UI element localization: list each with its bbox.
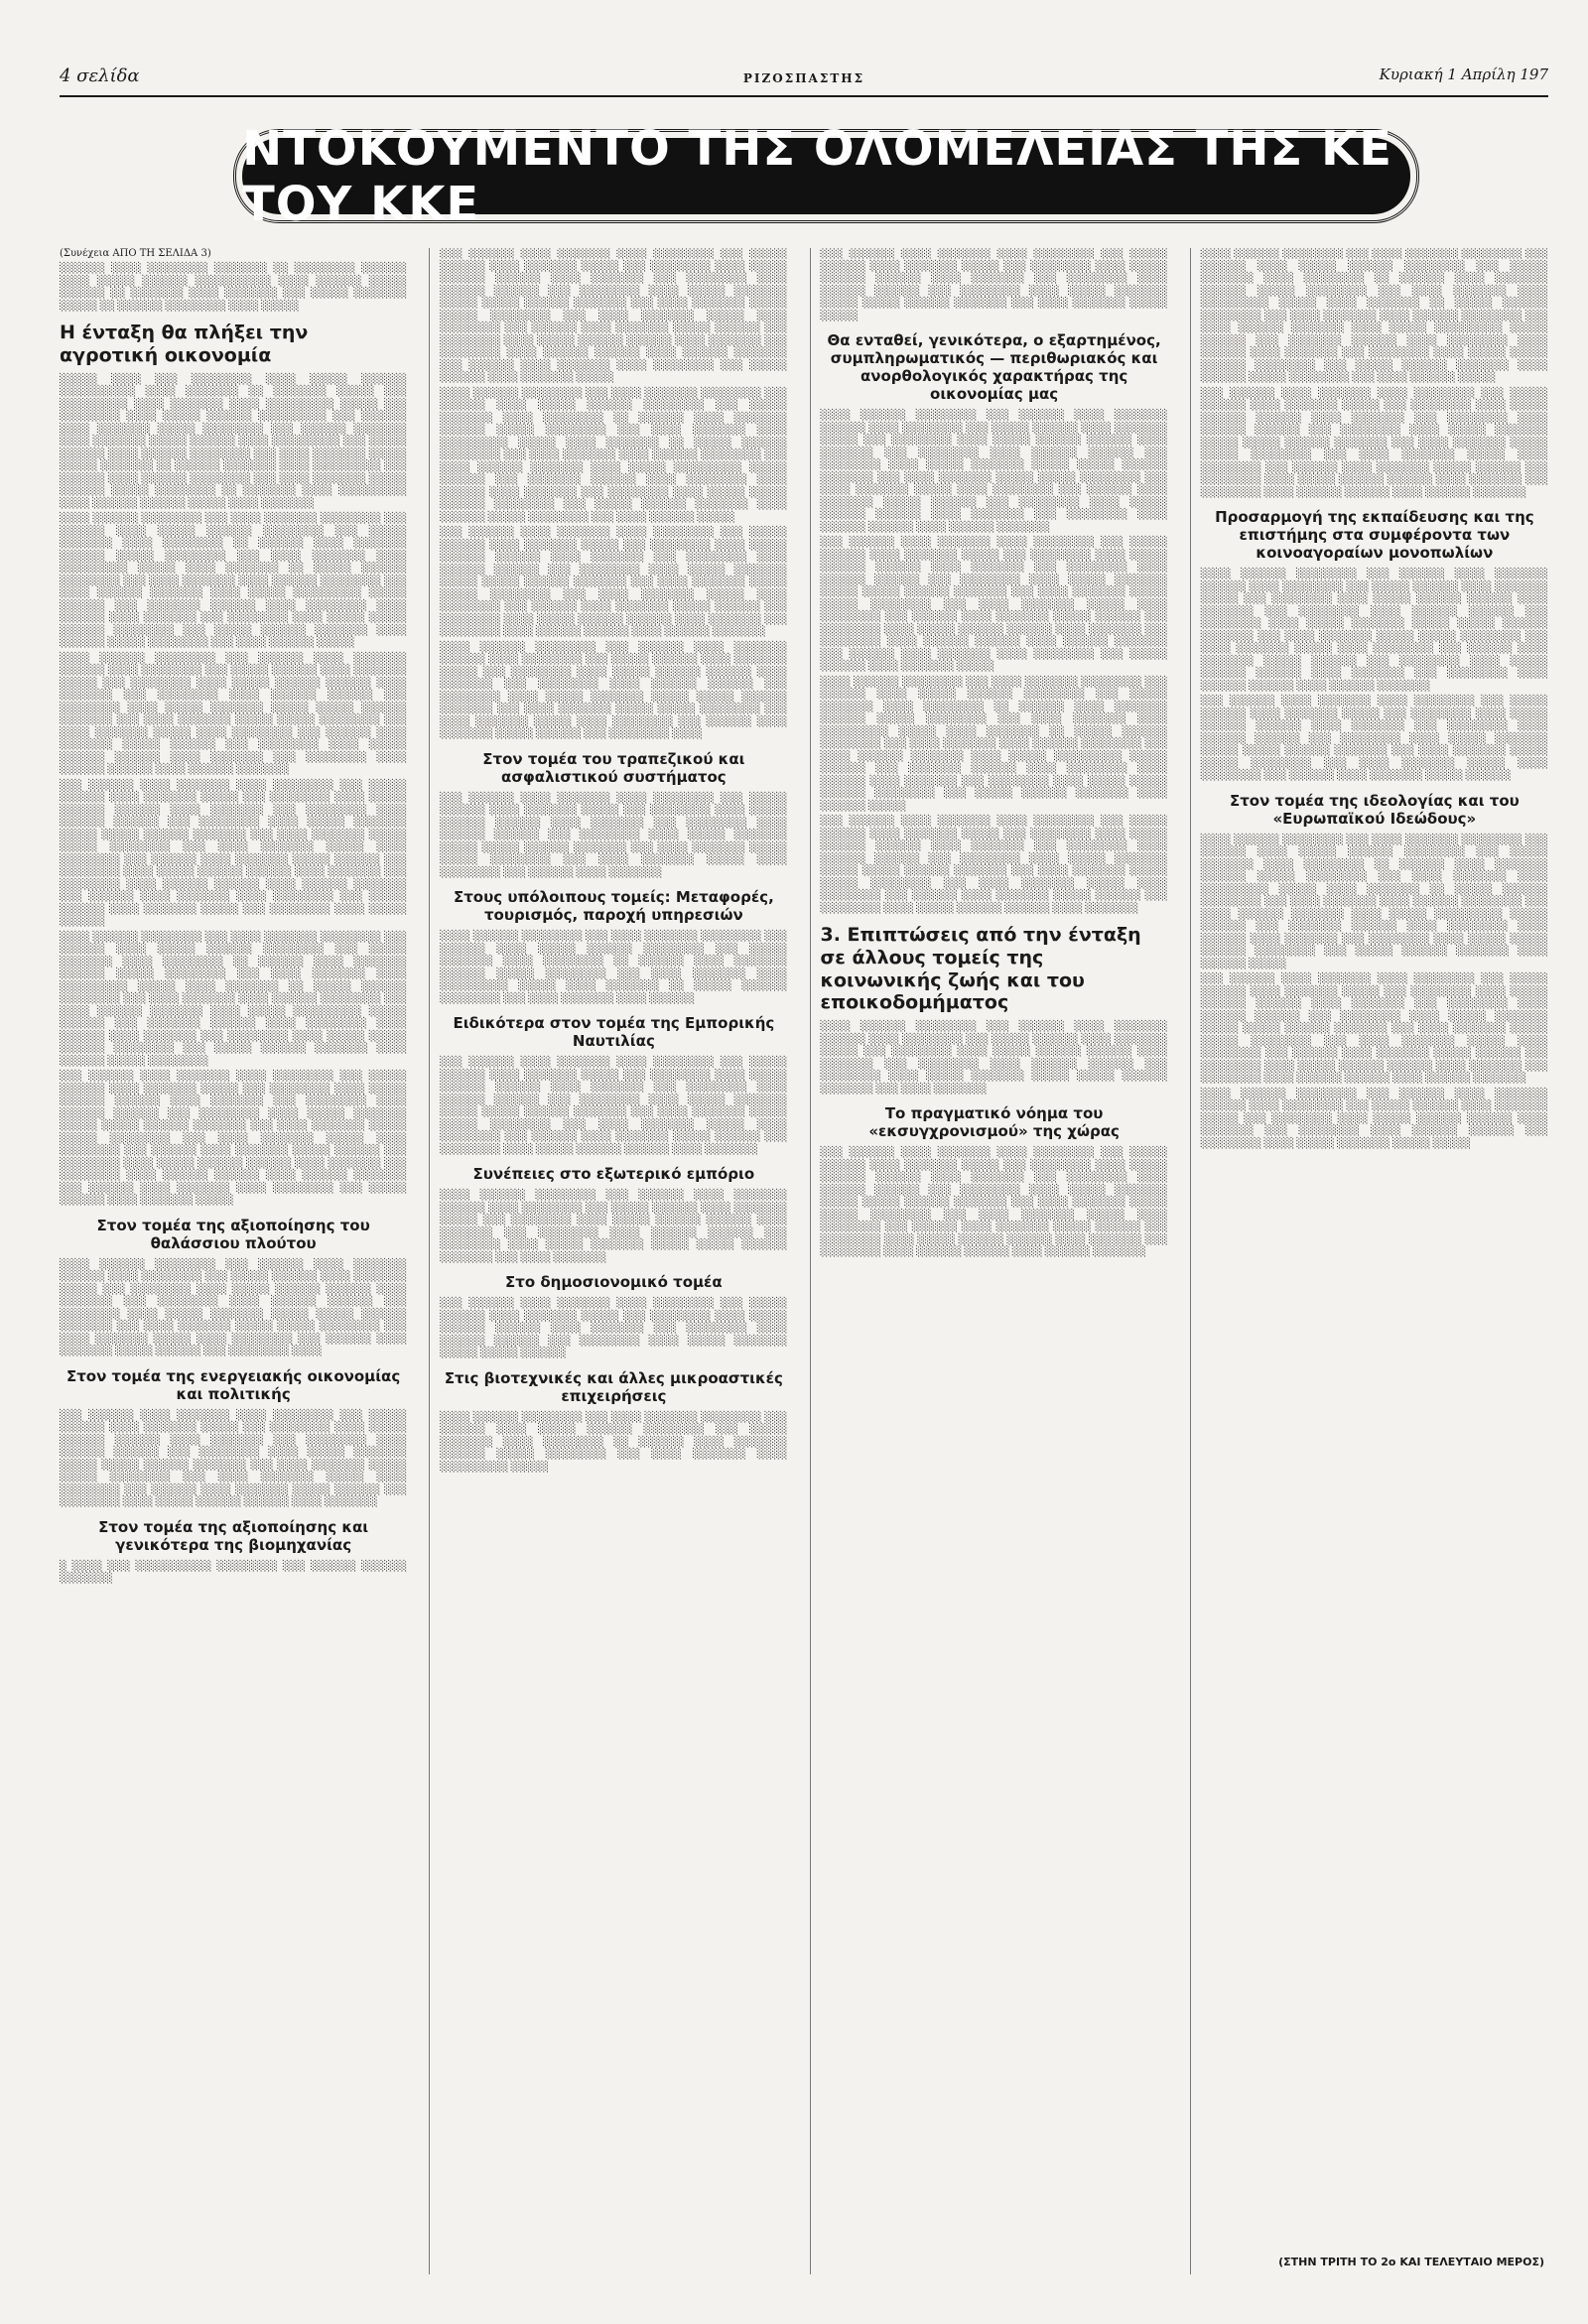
text-block: ░░░░ ░░░░░░ ░░░░░░░░ ░░░ ░░░░░░ ░░░░ ░░░░░░░ ░░░░░░ ░░░░ ░░░░░░░░ ░░░ ░░░░░ ░░░░░░ ░░░░ ░░░░░░░ ░░░░░ ░░░ ░░░░░░░░ ░░░░ ░░░░░ ░░░░░░ ░░░░░░ ░░░░ ░░░░░░░ ░░░ ░░░░░░░░ ░░░░ ░░░░░░ ░░░░░░ ░░░ ░░░░░░░░ ░░░░ ░░░░░ ░░░░░░░ ░░░░░ ░░░░░ ░░░░░░ ░░░░░░░ ░░░ ░░░░ ░░░░░░░ ░░░░░ ░░░░░ ░░░░░░░░ ░░░ ░░░░ ░░░░░░░ ░░░░░ ░░░░ ░░░░░░░░ ░░░ ░░░░░░ ░░░░ ░░░░░░░ ░░░░░ ░░░░░░ ░░░ ░░░░░░░░ ░░░░: [440, 641, 788, 739]
article-columns: [60, 248, 1548, 2274]
section-heading: Στον τομέα του τραπεζικού και ασφαλιστικού συστήματος: [482, 749, 745, 786]
headline-banner: [233, 120, 1419, 232]
text-block: ░░░░░░ ░░░░ ░░░░░░░░ ░░░░░░░ ░░ ░░░░░░░░ ░░░░░░ ░░░░ ░░░░░ ░░░░░░ ░░░░░░░░░░ ░░░░ ░░░░░░ ░░░░░ ░░░░░░ ░░ ░░░░░░░ ░░░░ ░░░░░░░ ░░░ ░░░░░ ░░░░░░░ ░░░░░ ░░ ░░░░░░ ░░░░░░░░ ░░░░ ░░░░░: [60, 263, 408, 312]
text-block: ░░░ ░░░░░░ ░░░░ ░░░░░░░ ░░░░ ░░░░░░░░ ░░░ ░░░░░ ░░░░░░ ░░░░ ░░░░░░░ ░░░░░ ░░░ ░░░░░░░░ ░░░░ ░░░░░ ░░░░░░ ░░░░░░ ░░░░ ░░░░░░░ ░░░ ░░░░░░░░ ░░░░ ░░░░░░ ░░░░░░ ░░░ ░░░░░░░░ ░░░░ ░░░░░ ░░░░░░░ ░░░░░ ░░░░░ ░░░░░░ ░░░░░░░ ░░░ ░░░░ ░░░░░░░ ░░░░░ ░░░░░ ░░░░░░░░ ░░░ ░░░░ ░░░░░░░ ░░░░░ ░░░░ ░░░░░░░░ ░░░ ░░░░░░ ░░░░ ░░░░░░░ ░░░░░ ░░░░░░ ░░░ ░░░░░░░░ ░░░░ ░░░░░ ░░░░░░ ░░░░░░ ░░░░ ░░░░░░░ ░░░ ░░░░░░░░ ░░░░ ░░░░░░ ░░░░░░ ░░░░ ░░░░░░ ░░░░░░░ ░░░ ░░░░░░ ░░░░ ░░░░░░░ ░░░░ ░░░░░░░░ ░░░ ░░░░░ ░░░░░░ ░░░░ ░░░░░░░ ░░░░░: [820, 537, 1168, 672]
text-block: ░░░ ░░░░░░ ░░░░ ░░░░░░░ ░░░░ ░░░░░░░░ ░░░ ░░░░░ ░░░░░░ ░░░░ ░░░░░░░ ░░░░░ ░░░ ░░░░░░░░ ░░░░ ░░░░░ ░░░░░░ ░░░░░░ ░░░░ ░░░░░░░ ░░░ ░░░░░░░░ ░░░░ ░░░░░░ ░░░░░░ ░░░ ░░░░░░░░ ░░░░ ░░░░░ ░░░░░░░ ░░░░░ ░░░░░ ░░░░░░ ░░░░░░░ ░░░ ░░░░ ░░░░░░░ ░░░░░ ░░░░░ ░░░░░░░░ ░░░ ░░░░ ░░░░░░░ ░░░░░ ░░░░ ░░░░░░░░ ░░░ ░░░░░░ ░░░░ ░░░░░░░ ░░░░░ ░░░░░░ ░░░ ░░░░░░░░ ░░░░ ░░░░░ ░░░░░░ ░░░░░░ ░░░░ ░░░░░░░ ░░░ ░░░░░░░░ ░░░░ ░░░░░░ ░░░░░░ ░░░░ ░░░░░░ ░░░░░░░: [1200, 387, 1548, 498]
text-block: ░░░░ ░░░░░░ ░░░░░░░░ ░░░ ░░░░░░ ░░░░ ░░░░░░░ ░░░░░░ ░░░░ ░░░░░░░░ ░░░ ░░░░░ ░░░░░░ ░░░░ ░░░░░░░ ░░░░░ ░░░ ░░░░░░░░ ░░░░ ░░░░░ ░░░░░░ ░░░░░░ ░░░░ ░░░░░░░ ░░░ ░░░░░░░░ ░░░░ ░░░░░░ ░░░░░░ ░░░ ░░░░░░░░ ░░░░ ░░░░░ ░░░░░░░ ░░░░░ ░░░░░ ░░░░░░ ░░░░░░░ ░░░ ░░░░ ░░░░░░░ ░░░░░ ░░░░░ ░░░░░░░░ ░░░ ░░░░ ░░░░░░░ ░░░░░ ░░░░ ░░░░░░░░ ░░░ ░░░░░░ ░░░░ ░░░░░░░ ░░░░░ ░░░░░░ ░░░ ░░░░░░░░ ░░░░: [60, 1258, 408, 1357]
text-block: ░░░ ░░░░░░ ░░░░ ░░░░░░░ ░░░░ ░░░░░░░░ ░░░ ░░░░░ ░░░░░░ ░░░░ ░░░░░░░ ░░░░░ ░░░ ░░░░░░░░ ░░░░ ░░░░░ ░░░░░░ ░░░░░░ ░░░░ ░░░░░░░ ░░░ ░░░░░░░░ ░░░░ ░░░░░░ ░░░░░░ ░░░ ░░░░░░░░ ░░░░ ░░░░░ ░░░░░░░ ░░░░░ ░░░░░ ░░░░░░ ░░░░░░░ ░░░ ░░░░ ░░░░░░░ ░░░░░ ░░░░░ ░░░░░░░░ ░░░ ░░░░ ░░░░░░░ ░░░░░ ░░░░ ░░░░░░░░ ░░░ ░░░░░░ ░░░░ ░░░░░░░ ░░░░░ ░░░░░░ ░░░ ░░░░░░░░ ░░░░ ░░░░░ ░░░░░░ ░░░░░░ ░░░░ ░░░░░░░ ░░░ ░░░░░░░░ ░░░░ ░░░░░░ ░░░░░░ ░░░░ ░░░░░░ ░░░░░░░ ░░░ ░░░░░░ ░░░░ ░░░░░░░ ░░░░ ░░░░░░░░ ░░░ ░░░░░ ░░░░░░ ░░░░ ░░░░░░░ ░░░░░: [60, 1071, 408, 1207]
text-block: ░░░░ ░░░░░░ ░░░░░░░░ ░░░ ░░░░ ░░░░░░░ ░░░░░░░░ ░░░ ░░░░░░ ░░░░ ░░░░░ ░░░░░░ ░░░░░░░░ ░░░ ░░░░░ ░░░░░░░ ░░░░ ░░░░░░░░ ░░ ░░░░░░ ░░░░ ░░░░░░░ ░░░░░░ ░░░░░ ░░░░░░░░ ░░░ ░░░░ ░░░░░░░ ░░░░ ░░░░░░░░░ ░░░░░: [440, 1411, 788, 1473]
newspaper-name: ΡΙΖΟΣΠΑΣΤΗΣ: [742, 71, 865, 85]
text-block: ░░░░ ░░░░░░ ░░░░░░░░ ░░░ ░░░░░░ ░░░░ ░░░░░░░ ░░░░░░ ░░░░ ░░░░░░░░ ░░░ ░░░░░ ░░░░░░ ░░░░ ░░░░░░░ ░░░░░ ░░░ ░░░░░░░░ ░░░░ ░░░░░ ░░░░░░ ░░░░░░ ░░░░ ░░░░░░░ ░░░ ░░░░░░░░ ░░░░ ░░░░░░ ░░░░░░ ░░░ ░░░░░░░░ ░░░░ ░░░░░ ░░░░░░░ ░░░░░ ░░░░░ ░░░░░░ ░░░░░░░ ░░░ ░░░░ ░░░░░░░: [440, 1190, 788, 1263]
text-block: ░░░░ ░░░░░░ ░░░░░░░░ ░░░ ░░░░░░ ░░░░ ░░░░░░░ ░░░░░░ ░░░░ ░░░░░░░░ ░░░ ░░░░░ ░░░░░░ ░░░░ ░░░░░░░ ░░░░░ ░░░ ░░░░░░░░ ░░░░ ░░░░░ ░░░░░░ ░░░░░░ ░░░░ ░░░░░░░ ░░░ ░░░░░░░░ ░░░░ ░░░░░░ ░░░░░░ ░░░ ░░░░░░░░ ░░░░ ░░░░░ ░░░░░░░ ░░░░░ ░░░░░ ░░░░░░ ░░░░░░░ ░░░ ░░░░ ░░░░░░░ ░░░░░ ░░░░░ ░░░░░░░░ ░░░ ░░░░ ░░░░░░░ ░░░░░ ░░░░ ░░░░░░░░ ░░░ ░░░░░░ ░░░░ ░░░░░░░ ░░░░░ ░░░░░░ ░░░ ░░░░░░░░ ░░░░ ░░░░░ ░░░░░░ ░░░░░░ ░░░░ ░░░░░░░ ░░░ ░░░░░░░░ ░░░░ ░░░░░░ ░░░░░░ ░░░░ ░░░░░░ ░░░░░░░: [60, 652, 408, 776]
column-1: [60, 248, 407, 2274]
text-block: ░░░░ ░░░░░░ ░░░░░░░░ ░░░ ░░░░ ░░░░░░░ ░░░░░░░░ ░░░ ░░░░░░ ░░░░ ░░░░░ ░░░░░░ ░░░░░░░░ ░░░ ░░░░░ ░░░░░░░ ░░░░ ░░░░░░░░ ░░ ░░░░░░ ░░░░ ░░░░░░░ ░░░░░░ ░░░░░ ░░░░░░░░ ░░░ ░░░░ ░░░░░░░ ░░░░ ░░░░░░░░░ ░░░░░ ░░░░ ░░░░░░░ ░░ ░░░░░ ░░░░░░ ░░░░░░░░ ░░░ ░░░░ ░░░░░░░ ░░░░ ░░░░░░: [440, 931, 788, 1004]
text-block: ░░░░ ░░░░░░ ░░░░░░░░ ░░░ ░░░░ ░░░░░░░ ░░░░░░░░ ░░░ ░░░░░░ ░░░░ ░░░░░ ░░░░░░ ░░░░░░░░ ░░░ ░░░░░ ░░░░░░░ ░░░░ ░░░░░░░░ ░░ ░░░░░░ ░░░░ ░░░░░░░ ░░░░░░ ░░░░░ ░░░░░░░░ ░░░ ░░░░ ░░░░░░░ ░░░░ ░░░░░░░░░ ░░░░░ ░░░░ ░░░░░░░ ░░ ░░░░░ ░░░░░░ ░░░░░░░░ ░░░ ░░░░ ░░░░░░░ ░░░░ ░░░░░░ ░░░░░░░░ ░░░ ░░░░ ░░░░░░ ░░░░░░░ ░░░░ ░░░░░ ░░░░░░░░░ ░░░░░ ░░░░░░ ░░░ ░░░░░░░ ░░░░░░ ░░░░ ░░░░░░░░ ░░░░ ░░░░░░ ░░░░ ░░░░░░░ ░░░ ░░░░░░░░ ░░░░ ░░░░░ ░░░░░ ░░░░░░ ░░░░░░░░ ░░░ ░░░░░ ░░░░░░ ░░░░░░░ ░░░░ ░░░░░░ ░░░░░: [820, 676, 1168, 812]
text-block: ░░░░ ░░░░░░ ░░░░░░░░ ░░░ ░░░░ ░░░░░░░ ░░░░░░░░ ░░░ ░░░░░░ ░░░░ ░░░░░ ░░░░░░ ░░░░░░░░ ░░░ ░░░░░ ░░░░░░░ ░░░░ ░░░░░░░░ ░░ ░░░░░░ ░░░░ ░░░░░░░ ░░░░░░ ░░░░░ ░░░░░░░░ ░░░ ░░░░ ░░░░░░░ ░░░░ ░░░░░░░░░ ░░░░░ ░░░░ ░░░░░░░ ░░ ░░░░░ ░░░░░░ ░░░░░░░░ ░░░ ░░░░ ░░░░░░░ ░░░░ ░░░░░░ ░░░░░░░░ ░░░ ░░░░ ░░░░░░ ░░░░░░░ ░░░░ ░░░░░ ░░░░░░░░░ ░░░░░ ░░░░░░ ░░░ ░░░░░░░ ░░░░░░ ░░░░ ░░░░░░░░ ░░░░ ░░░░░░ ░░░░ ░░░░░░░ ░░░ ░░░░░░░░ ░░░░ ░░░░░ ░░░░░ ░░░░░░ ░░░░░░░░ ░░░ ░░░░░ ░░░░░░ ░░░░░░░ ░░░░ ░░░░░░ ░░░░░ ░░░░░░░░ ░░░ ░░░░ ░░░░░░ ░░░░░: [440, 387, 788, 523]
text-block: ░░░░ ░░░░░░ ░░░░░░░░ ░░░ ░░░░░░ ░░░░ ░░░░░░░ ░░░░░░ ░░░░ ░░░░░░░░ ░░░ ░░░░░ ░░░░░░ ░░░░ ░░░░░░░ ░░░░░ ░░░ ░░░░░░░░ ░░░░ ░░░░░ ░░░░░░ ░░░░░░ ░░░░ ░░░░░░░ ░░░ ░░░░░░░░ ░░░░ ░░░░░░ ░░░░░░ ░░░ ░░░░░░░░ ░░░░ ░░░░░ ░░░░░░░ ░░░░░ ░░░░░ ░░░░░░ ░░░░░░░ ░░░ ░░░░ ░░░░░░░: [820, 1021, 1168, 1095]
text-block: ░░░░ ░░░░░░ ░░░░░░░░ ░░░ ░░░░░░ ░░░░ ░░░░░░░ ░░░░░░ ░░░░ ░░░░░░░░ ░░░ ░░░░░ ░░░░░░ ░░░░ ░░░░░░░ ░░░░░ ░░░ ░░░░░░░░ ░░░░ ░░░░░ ░░░░░░ ░░░░░░ ░░░░ ░░░░░░░ ░░░ ░░░░░░░░ ░░░░ ░░░░░░ ░░░░░░ ░░░ ░░░░░░░░ ░░░░ ░░░░░ ░░░░░░░ ░░░░░ ░░░░░ ░░░░░░ ░░░░░░░ ░░░ ░░░░ ░░░░░░░ ░░░░░ ░░░░░ ░░░░░░░░ ░░░ ░░░░ ░░░░░░░ ░░░░░ ░░░░ ░░░░░░░░ ░░░ ░░░░░░ ░░░░ ░░░░░░░ ░░░░░ ░░░░░░ ░░░ ░░░░░░░░ ░░░░ ░░░░░ ░░░░░░ ░░░░░░ ░░░░ ░░░░░░░ ░░░ ░░░░░░░░ ░░░░ ░░░░░░ ░░░░░░ ░░░░ ░░░░░░ ░░░░░░░: [1200, 569, 1548, 692]
column-2: [429, 248, 787, 2274]
section-heading: Προσαρμογή της εκπαίδευσης και της επιστήμης στα συμφέροντα των κοινοαγοραίων μονοπωλίων: [1215, 508, 1534, 562]
column-4: [1190, 248, 1548, 2274]
text-block: ░░░ ░░░░░░ ░░░░ ░░░░░░░ ░░░░ ░░░░░░░░ ░░░ ░░░░░ ░░░░░░ ░░░░ ░░░░░░░ ░░░░░ ░░░ ░░░░░░░░ ░░░░ ░░░░░ ░░░░░░ ░░░░░░ ░░░░ ░░░░░░░ ░░░ ░░░░░░░░ ░░░░ ░░░░░░ ░░░░░░ ░░░ ░░░░░░░░ ░░░░ ░░░░░ ░░░░░░░ ░░░░░ ░░░░░ ░░░░░░ ░░░░░░░ ░░░ ░░░░ ░░░░░░░ ░░░░░ ░░░░░ ░░░░░░░░ ░░░ ░░░░ ░░░░░░░ ░░░░░ ░░░░ ░░░░░░░░ ░░░ ░░░░░░ ░░░░ ░░░░░░░ ░░░░░ ░░░░░░ ░░░ ░░░░░░░░ ░░░░ ░░░░░ ░░░░░░ ░░░░░░ ░░░░ ░░░░░░░ ░░░ ░░░░░░░░ ░░░░ ░░░░░░ ░░░░░░ ░░░░ ░░░░░░ ░░░░░░░: [440, 527, 788, 637]
headline-title: ΝΤΟΚΟΥΜΕΝΤΟ ΤΗΣ ΟΛΟΜΕΛΕΙΑΣ ΤΗΣ ΚΕ ΤΟΥ ΚΚΕ: [242, 120, 1393, 232]
text-block: ░░░ ░░░░░░ ░░░░ ░░░░░░░ ░░░░ ░░░░░░░░ ░░░ ░░░░░ ░░░░░░ ░░░░ ░░░░░░░ ░░░░░ ░░░ ░░░░░░░░ ░░░░ ░░░░░ ░░░░░░ ░░░░░░ ░░░░ ░░░░░░░ ░░░ ░░░░░░░░ ░░░░ ░░░░░░ ░░░░░░ ░░░ ░░░░░░░░ ░░░░ ░░░░░ ░░░░░░░ ░░░░░ ░░░░░ ░░░░░░ ░░░░░░░ ░░░ ░░░░ ░░░░░░░ ░░░░░ ░░░░░ ░░░░░░░░ ░░░ ░░░░ ░░░░░░░ ░░░░░ ░░░░ ░░░░░░░░ ░░░ ░░░░░░ ░░░░ ░░░░░░░ ░░░░░ ░░░░░░ ░░░ ░░░░░░░░ ░░░░ ░░░░░ ░░░░░░ ░░░░░░ ░░░░ ░░░░░░░: [820, 816, 1168, 914]
text-block: ░░░ ░░░░░░ ░░░░ ░░░░░░░ ░░░░ ░░░░░░░░ ░░░ ░░░░░ ░░░░░░ ░░░░ ░░░░░░░ ░░░░░ ░░░ ░░░░░░░░ ░░░░ ░░░░░ ░░░░░░ ░░░░░░ ░░░░ ░░░░░░░ ░░░ ░░░░░░░░ ░░░░ ░░░░░░ ░░░░░░ ░░░ ░░░░░░░░ ░░░░ ░░░░░ ░░░░░░░ ░░░░░ ░░░░░ ░░░░░░ ░░░░░░░ ░░░ ░░░░ ░░░░░░░ ░░░░░ ░░░░░ ░░░░░░░░ ░░░ ░░░░ ░░░░░░░ ░░░░░ ░░░░ ░░░░░░░░ ░░░ ░░░░░░ ░░░░ ░░░░░░░ ░░░░░ ░░░░░░ ░░░ ░░░░░░░░ ░░░░ ░░░░░ ░░░░░░ ░░░░░░ ░░░░ ░░░░░░░ ░░░ ░░░░░░░░ ░░░░ ░░░░░░ ░░░░░░ ░░░░ ░░░░░░ ░░░░░░░: [1200, 973, 1548, 1084]
continued-note: (Συνέχεια ΑΠΟ ΤΗ ΣΕΛΙΔΑ 3): [60, 248, 211, 259]
text-block: ░░░ ░░░░░░ ░░░░ ░░░░░░░ ░░░░ ░░░░░░░░ ░░░ ░░░░░ ░░░░░░ ░░░░ ░░░░░░░ ░░░░░ ░░░ ░░░░░░░░ ░░░░ ░░░░░ ░░░░░░ ░░░░░░ ░░░░ ░░░░░░░ ░░░ ░░░░░░░░ ░░░░ ░░░░░░ ░░░░░░ ░░░ ░░░░░░░░ ░░░░ ░░░░░ ░░░░░░░ ░░░░░ ░░░░░ ░░░░░░: [440, 1298, 788, 1358]
text-block: ░░░░ ░░░░░░ ░░░░░░░░ ░░░ ░░░░ ░░░░░░░ ░░░░░░░░ ░░░ ░░░░░░ ░░░░ ░░░░░ ░░░░░░ ░░░░░░░░ ░░░ ░░░░░ ░░░░░░░ ░░░░ ░░░░░░░░ ░░ ░░░░░░ ░░░░ ░░░░░░░ ░░░░░░ ░░░░░ ░░░░░░░░ ░░░ ░░░░ ░░░░░░░ ░░░░ ░░░░░░░░░ ░░░░░ ░░░░ ░░░░░░░ ░░ ░░░░░ ░░░░░░ ░░░░░░░░ ░░░ ░░░░ ░░░░░░░ ░░░░ ░░░░░░ ░░░░░░░░ ░░░ ░░░░ ░░░░░░ ░░░░░░░ ░░░░ ░░░░░ ░░░░░░░░░ ░░░░░ ░░░░░░ ░░░ ░░░░░░░ ░░░░░░ ░░░░ ░░░░░░░░ ░░░░ ░░░░░░ ░░░░ ░░░░░░░ ░░░ ░░░░░░░░ ░░░░ ░░░░░ ░░░░░ ░░░░░░ ░░░░░░░░ ░░░ ░░░░░ ░░░░░░ ░░░░░░░ ░░░░ ░░░░░░ ░░░░░: [1200, 834, 1548, 969]
text-block: ░░░ ░░░░░░ ░░░░ ░░░░░░░ ░░░░ ░░░░░░░░ ░░░ ░░░░░ ░░░░░░ ░░░░ ░░░░░░░ ░░░░░ ░░░ ░░░░░░░░ ░░░░ ░░░░░ ░░░░░░ ░░░░░░ ░░░░ ░░░░░░░ ░░░ ░░░░░░░░ ░░░░ ░░░░░░ ░░░░░░ ░░░ ░░░░░░░░ ░░░░ ░░░░░ ░░░░░░░ ░░░░░ ░░░░░ ░░░░░░ ░░░░░░░ ░░░ ░░░░ ░░░░░░░ ░░░░░ ░░░░░: [820, 248, 1168, 322]
section-heading: Στο δημοσιονομικό τομέα: [505, 1273, 723, 1291]
section-heading: 3. Επιπτώσεις από την ένταξη σε άλλους τομείς της κοινωνικής ζωής και του εποικοδομήματος: [820, 924, 1141, 1014]
section-heading: Στον τομέα της αξιοποίησης και γενικότερα της βιομηχανίας: [98, 1517, 369, 1554]
section-heading: Συνέπειες στο εξωτερικό εμπόριο: [472, 1165, 755, 1183]
section-heading: Η ένταξη θα πλήξει την αγροτική οικονομία: [60, 322, 309, 366]
text-block: ░░░░░ ░░░░ ░░░ ░░░░░░░░ ░░░░ ░░░░░ ░░░░░░ ░░░░░░░░░░ ░░░░ ░░░░░░░ ░░ ░░░░░░░ ░░░░░ ░░░ ░░░░░░░░░ ░░░░ ░░░░░░░ ░░░░ ░░░░░░░░░ ░░░░░ ░░░ ░░░░░░░░ ░░░░ ░░░░░ ░░░░░░ ░░░░░░░░░ ░░░ ░░░░░░ ░░░░ ░░░░░░░ ░░░░░ ░░░░░░░░ ░░░ ░░░░░░ ░░░░░░░ ░░░░ ░░░░░░░ ░░░░░ ░░░░░░ ░░░░ ░░░░░░░░░ ░░░ ░░░░░ ░░░░░░ ░░░░ ░░░░░░ ░░░░░░░░ ░░░ ░░░░ ░░░░░░░ ░░░░░ ░░░░░ ░░░░░░░ ░░ ░░░░░░ ░░░░░░░ ░░░░ ░░░░░░░░░ ░░░ ░░░░░░ ░░░░ ░░░░░░ ░░░░░░░░ ░░░ ░░░░ ░░░░░░░ ░░░░░ ░░░░░░ ░░░░░ ░░░░░░░░ ░░ ░░░░░░░ ░░░░ ░░░░░░░░░ ░░░░ ░░░░░░ ░░░░░░ ░░░░░ ░░░░ ░░░░░░░: [60, 373, 408, 509]
text-block: ░░░░ ░░░░░░ ░░░░░░░░ ░░░ ░░░░ ░░░░░░░ ░░░░░░░░ ░░░ ░░░░░░ ░░░░ ░░░░░ ░░░░░░ ░░░░░░░░ ░░░ ░░░░░ ░░░░░░░ ░░░░ ░░░░░░░░ ░░ ░░░░░░ ░░░░ ░░░░░░░ ░░░░░░ ░░░░░ ░░░░░░░░ ░░░ ░░░░ ░░░░░░░ ░░░░ ░░░░░░░░░ ░░░░░ ░░░░ ░░░░░░░ ░░ ░░░░░ ░░░░░░ ░░░░░░░░ ░░░ ░░░░ ░░░░░░░ ░░░░ ░░░░░░ ░░░░░░░░ ░░░ ░░░░ ░░░░░░ ░░░░░░░ ░░░░ ░░░░░ ░░░░░░░░░ ░░░░░ ░░░░░░ ░░░ ░░░░░░░ ░░░░░░ ░░░░ ░░░░░░░░ ░░░░ ░░░░░░ ░░░░ ░░░░░░░ ░░░ ░░░░░░░░ ░░░░ ░░░░░ ░░░░░ ░░░░░░ ░░░░░░░░ ░░░ ░░░░░ ░░░░░░ ░░░░░░░ ░░░░ ░░░░░░ ░░░░░ ░░░░░░░░ ░░░ ░░░░ ░░░░░░ ░░░░░: [60, 513, 408, 649]
section-heading: Ειδικότερα στον τομέα της Εμπορικής Ναυτιλίας: [453, 1014, 775, 1050]
text-block: ░░░░ ░░░░░░ ░░░░░░░░ ░░░ ░░░░░░ ░░░░ ░░░░░░░ ░░░░░░ ░░░░ ░░░░░░░░ ░░░ ░░░░░ ░░░░░░ ░░░░ ░░░░░░░ ░░░░░ ░░░ ░░░░░░░░ ░░░░ ░░░░░ ░░░░░░ ░░░░░░ ░░░░ ░░░░░░░ ░░░ ░░░░░░░░ ░░░░ ░░░░░░ ░░░░░░ ░░░ ░░░░░░░░ ░░░░ ░░░░░ ░░░░░░░ ░░░░░ ░░░░░ ░░░░░░ ░░░░░░░ ░░░ ░░░░ ░░░░░░░ ░░░░░ ░░░░░ ░░░░░░░░ ░░░ ░░░░ ░░░░░░░ ░░░░░ ░░░░ ░░░░░░░░ ░░░ ░░░░░░ ░░░░ ░░░░░░░ ░░░░░ ░░░░░░ ░░░ ░░░░░░░░ ░░░░ ░░░░░ ░░░░░░ ░░░░░░ ░░░░ ░░░░░░░ ░░░ ░░░░░░░░ ░░░░ ░░░░░░ ░░░░░░ ░░░░ ░░░░░░ ░░░░░░░: [820, 410, 1168, 533]
section-heading: Στις βιοτεχνικές και άλλες μικροαστικές επιχειρήσεις: [444, 1368, 783, 1405]
section-heading: Θα ενταθεί, γενικότερα, ο εξαρτημένος, συμπληρωματικός — περιθωριακός και ανορθολογικός χαρακτήρας της οικονομίας μας: [827, 331, 1161, 403]
text-block: ░░░ ░░░░░░ ░░░░ ░░░░░░░ ░░░░ ░░░░░░░░ ░░░ ░░░░░ ░░░░░░ ░░░░ ░░░░░░░ ░░░░░ ░░░ ░░░░░░░░ ░░░░ ░░░░░ ░░░░░░ ░░░░░░ ░░░░ ░░░░░░░ ░░░ ░░░░░░░░ ░░░░ ░░░░░░ ░░░░░░ ░░░ ░░░░░░░░ ░░░░ ░░░░░ ░░░░░░░ ░░░░░ ░░░░░ ░░░░░░ ░░░░░░░ ░░░ ░░░░ ░░░░░░░ ░░░░░ ░░░░░ ░░░░░░░░ ░░░ ░░░░ ░░░░░░░ ░░░░░ ░░░░ ░░░░░░░░ ░░░ ░░░░░░ ░░░░ ░░░░░░░ ░░░░░ ░░░░░░ ░░░ ░░░░░░░░ ░░░░ ░░░░░ ░░░░░░ ░░░░░░ ░░░░ ░░░░░░░ ░░░ ░░░░░░░░ ░░░░ ░░░░░░ ░░░░░░ ░░░░ ░░░░░░ ░░░░░░░ ░░░ ░░░░░░ ░░░░ ░░░░░░░ ░░░░ ░░░░░░░░ ░░░ ░░░░░ ░░░░░░ ░░░░ ░░░░░░░ ░░░░░: [440, 248, 788, 383]
text-block: ░░░ ░░░░░░ ░░░░ ░░░░░░░ ░░░░ ░░░░░░░░ ░░░ ░░░░░ ░░░░░░ ░░░░ ░░░░░░░ ░░░░░ ░░░ ░░░░░░░░ ░░░░ ░░░░░ ░░░░░░ ░░░░░░ ░░░░ ░░░░░░░ ░░░ ░░░░░░░░ ░░░░ ░░░░░░ ░░░░░░ ░░░ ░░░░░░░░ ░░░░ ░░░░░ ░░░░░░░ ░░░░░ ░░░░░ ░░░░░░ ░░░░░░░ ░░░ ░░░░ ░░░░░░░ ░░░░░ ░░░░░ ░░░░░░░░ ░░░ ░░░░ ░░░░░░░ ░░░░░ ░░░░ ░░░░░░░░ ░░░ ░░░░░░ ░░░░ ░░░░░░░ ░░░░░ ░░░░░░ ░░░ ░░░░░░░░ ░░░░ ░░░░░ ░░░░░░ ░░░░░░ ░░░░ ░░░░░░░ ░░░ ░░░░░░░░ ░░░░ ░░░░░░ ░░░░░░ ░░░░ ░░░░░░ ░░░░░░░ ░░░ ░░░░░░ ░░░░ ░░░░░░░ ░░░░ ░░░░░░░░ ░░░ ░░░░░ ░░░░░░ ░░░░ ░░░░░░░ ░░░░░ ░░░ ░░░░░░░░ ░░░░ ░░░░░ ░░░░░░: [60, 779, 408, 928]
top-rule: [60, 95, 1548, 97]
issue-date: Κυριακή 1 Απρίλη 197: [1379, 65, 1548, 83]
column-3: [810, 248, 1168, 2274]
section-heading: Στον τομέα της αξιοποίησης του θαλάσσιου πλούτου: [96, 1216, 370, 1252]
section-heading: Το πραγματικό νόημα του «εκσυγχρονισμού» της χώρας: [868, 1104, 1120, 1141]
text-block: ░░░ ░░░░░░ ░░░░ ░░░░░░░ ░░░░ ░░░░░░░░ ░░░ ░░░░░ ░░░░░░ ░░░░ ░░░░░░░ ░░░░░ ░░░ ░░░░░░░░ ░░░░ ░░░░░ ░░░░░░ ░░░░░░ ░░░░ ░░░░░░░ ░░░ ░░░░░░░░ ░░░░ ░░░░░░ ░░░░░░ ░░░ ░░░░░░░░ ░░░░ ░░░░░ ░░░░░░░ ░░░░░ ░░░░░ ░░░░░░ ░░░░░░░ ░░░ ░░░░ ░░░░░░░ ░░░░░ ░░░░░ ░░░░░░░░ ░░░ ░░░░ ░░░░░░░ ░░░░░ ░░░░ ░░░░░░░░ ░░░ ░░░░░░ ░░░░ ░░░░░░░ ░░░░░ ░░░░░░ ░░░ ░░░░░░░░ ░░░░ ░░░░░ ░░░░░░ ░░░░░░ ░░░░ ░░░░░░░ ░░░ ░░░░░░░░ ░░░░ ░░░░░░ ░░░░░░ ░░░░ ░░░░░░ ░░░░░░░: [820, 1147, 1168, 1258]
text-block: ░░░░ ░░░░░░ ░░░░░░░░ ░░░ ░░░░░░ ░░░░ ░░░░░░░ ░░░░░░ ░░░░ ░░░░░░░░ ░░░ ░░░░░ ░░░░░░ ░░░░ ░░░░░░░ ░░░░░ ░░░ ░░░░░░░░ ░░░░ ░░░░░ ░░░░░░ ░░░░░░ ░░░░ ░░░░░░░ ░░░ ░░░░░░░░ ░░░░ ░░░░░░ ░░░░░░ ░░░ ░░░░░░░░ ░░░░ ░░░░░ ░░░░░░░ ░░░░░ ░░░░░: [1200, 1088, 1548, 1149]
text-block: ░░░░ ░░░░░░ ░░░░░░░░ ░░░ ░░░░ ░░░░░░░ ░░░░░░░░ ░░░ ░░░░░░ ░░░░ ░░░░░ ░░░░░░ ░░░░░░░░ ░░░ ░░░░░ ░░░░░░░ ░░░░ ░░░░░░░░ ░░ ░░░░░░ ░░░░ ░░░░░░░ ░░░░░░ ░░░░░ ░░░░░░░░ ░░░ ░░░░ ░░░░░░░ ░░░░ ░░░░░░░░░ ░░░░░ ░░░░ ░░░░░░░ ░░ ░░░░░ ░░░░░░ ░░░░░░░░ ░░░ ░░░░ ░░░░░░░ ░░░░ ░░░░░░ ░░░░░░░░ ░░░ ░░░░ ░░░░░░ ░░░░░░░ ░░░░ ░░░░░ ░░░░░░░░░ ░░░░░ ░░░░░░ ░░░ ░░░░░░░ ░░░░░░ ░░░░ ░░░░░░░░ ░░░░ ░░░░░░ ░░░░ ░░░░░░░ ░░░ ░░░░░░░░ ░░░░ ░░░░░ ░░░░░ ░░░░░░ ░░░░░░░░ ░░░ ░░░░░ ░░░░░░ ░░░░░░░ ░░░░ ░░░░░░ ░░░░░ ░░░░░░░░ ░░░ ░░░░ ░░░░░░ ░░░░░: [1200, 248, 1548, 383]
section-heading: Στους υπόλοιπους τομείς: Μεταφορές, τουρισμός, παροχή υπηρεσιών: [453, 888, 774, 924]
text-block: ░░░ ░░░░░░ ░░░░ ░░░░░░░ ░░░░ ░░░░░░░░ ░░░ ░░░░░ ░░░░░░ ░░░░ ░░░░░░░ ░░░░░ ░░░ ░░░░░░░░ ░░░░ ░░░░░ ░░░░░░ ░░░░░░ ░░░░ ░░░░░░░ ░░░ ░░░░░░░░ ░░░░ ░░░░░░ ░░░░░░ ░░░ ░░░░░░░░ ░░░░ ░░░░░ ░░░░░░░ ░░░░░ ░░░░░ ░░░░░░ ░░░░░░░ ░░░ ░░░░ ░░░░░░░ ░░░░░ ░░░░░ ░░░░░░░░ ░░░ ░░░░ ░░░░░░░ ░░░░░ ░░░░ ░░░░░░░░ ░░░ ░░░░░░ ░░░░ ░░░░░░░: [440, 792, 788, 878]
page-number: 4 σελίδα: [60, 65, 140, 86]
continuation-note: (ΣΤΗΝ ΤΡΙΤΗ ΤΟ 2ο ΚΑΙ ΤΕΛΕΥΤΑΙΟ ΜΕΡΟΣ): [1278, 2256, 1544, 2268]
text-block: ░░░ ░░░░░░ ░░░░ ░░░░░░░ ░░░░ ░░░░░░░░ ░░░ ░░░░░ ░░░░░░ ░░░░ ░░░░░░░ ░░░░░ ░░░ ░░░░░░░░ ░░░░ ░░░░░ ░░░░░░ ░░░░░░ ░░░░ ░░░░░░░ ░░░ ░░░░░░░░ ░░░░ ░░░░░░ ░░░░░░ ░░░ ░░░░░░░░ ░░░░ ░░░░░ ░░░░░░░ ░░░░░ ░░░░░ ░░░░░░ ░░░░░░░ ░░░ ░░░░ ░░░░░░░ ░░░░░ ░░░░░ ░░░░░░░░ ░░░ ░░░░ ░░░░░░░ ░░░░░ ░░░░ ░░░░░░░░ ░░░ ░░░░░░ ░░░░ ░░░░░░░ ░░░░░ ░░░░░░: [1200, 696, 1548, 781]
text-block: ░░░ ░░░░░░ ░░░░ ░░░░░░░ ░░░░ ░░░░░░░░ ░░░ ░░░░░ ░░░░░░ ░░░░ ░░░░░░░ ░░░░░ ░░░ ░░░░░░░░ ░░░░ ░░░░░ ░░░░░░ ░░░░░░ ░░░░ ░░░░░░░ ░░░ ░░░░░░░░ ░░░░ ░░░░░░ ░░░░░░ ░░░ ░░░░░░░░ ░░░░ ░░░░░ ░░░░░░░ ░░░░░ ░░░░░ ░░░░░░ ░░░░░░░ ░░░ ░░░░ ░░░░░░░ ░░░░░ ░░░░░ ░░░░░░░░ ░░░ ░░░░ ░░░░░░░ ░░░░░ ░░░░ ░░░░░░░░ ░░░ ░░░░░░ ░░░░ ░░░░░░░ ░░░░░ ░░░░░░ ░░░ ░░░░░░░░ ░░░░ ░░░░░ ░░░░░░ ░░░░░░ ░░░░ ░░░░░░░: [440, 1057, 788, 1155]
section-heading: Στον τομέα της ενεργειακής οικονομίας και πολιτικής: [66, 1366, 401, 1403]
masthead: [60, 60, 1548, 89]
section-heading: Στον τομέα της ιδεολογίας και του «Ευρωπαϊκού Ιδεώδους»: [1229, 791, 1520, 828]
text-block: ░░░░ ░░░░░░ ░░░░░░░░ ░░░ ░░░░ ░░░░░░░ ░░░░░░░░ ░░░ ░░░░░░ ░░░░ ░░░░░ ░░░░░░ ░░░░░░░░ ░░░ ░░░░░ ░░░░░░░ ░░░░ ░░░░░░░░ ░░ ░░░░░░ ░░░░ ░░░░░░░ ░░░░░░ ░░░░░ ░░░░░░░░ ░░░ ░░░░ ░░░░░░░ ░░░░ ░░░░░░░░░ ░░░░░ ░░░░ ░░░░░░░ ░░ ░░░░░ ░░░░░░ ░░░░░░░░ ░░░ ░░░░ ░░░░░░░ ░░░░ ░░░░░░ ░░░░░░░░ ░░░ ░░░░ ░░░░░░ ░░░░░░░ ░░░░ ░░░░░ ░░░░░░░░░ ░░░░░ ░░░░░░ ░░░ ░░░░░░░ ░░░░░░ ░░░░ ░░░░░░░░ ░░░░ ░░░░░░ ░░░░ ░░░░░░░ ░░░ ░░░░░░░░ ░░░░ ░░░░░ ░░░░░ ░░░░░░ ░░░░░░░░ ░░░ ░░░░░ ░░░░░░ ░░░░░░░ ░░░░ ░░░░░░ ░░░░░ ░░░░░░░░: [60, 931, 408, 1067]
text-block: ░ ░░░░ ░░░ ░░░░░░░░░░ ░░░░░░░░ ░░░ ░░░░░░ ░░░░░░ ░░░░░░░: [60, 1560, 408, 1585]
text-block: ░░░ ░░░░░░ ░░░░ ░░░░░░░ ░░░░ ░░░░░░░░ ░░░ ░░░░░ ░░░░░░ ░░░░ ░░░░░░░ ░░░░░ ░░░ ░░░░░░░░ ░░░░ ░░░░░ ░░░░░░ ░░░░░░ ░░░░ ░░░░░░░ ░░░ ░░░░░░░░ ░░░░ ░░░░░░ ░░░░░░ ░░░ ░░░░░░░░ ░░░░ ░░░░░ ░░░░░░░ ░░░░░ ░░░░░ ░░░░░░ ░░░░░░░ ░░░ ░░░░ ░░░░░░░ ░░░░░ ░░░░░ ░░░░░░░░ ░░░ ░░░░ ░░░░░░░ ░░░░░ ░░░░ ░░░░░░░░ ░░░ ░░░░░░ ░░░░ ░░░░░░░ ░░░░░ ░░░░░░ ░░░ ░░░░░░░░ ░░░░ ░░░░░ ░░░░░░ ░░░░░░ ░░░░ ░░░░░░░: [60, 1409, 408, 1508]
